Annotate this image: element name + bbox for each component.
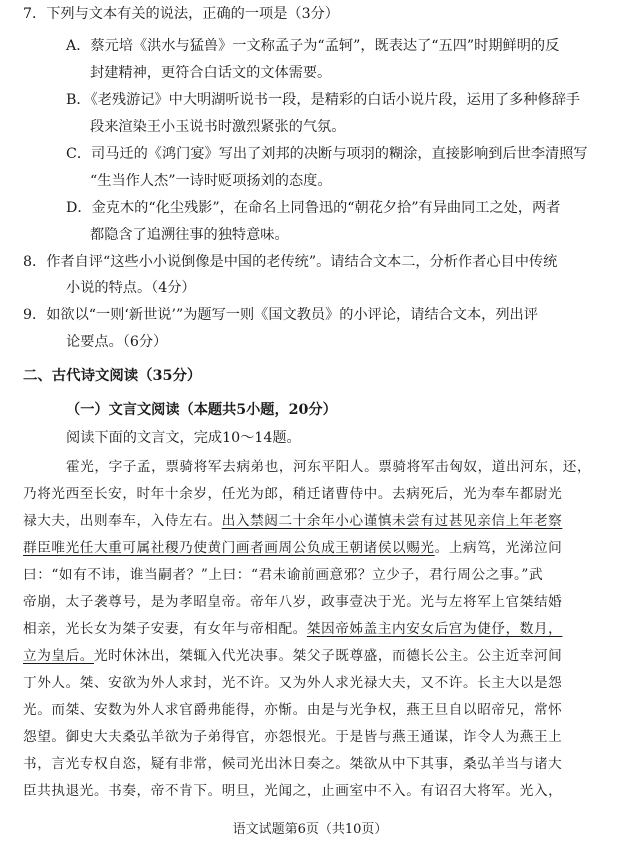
passage-line-8	[23, 646, 562, 666]
passage-line-8-plain: 光时休沐出，桀辄入代光决事。桀父子既尊盛，而德长公主。公主近幸河间	[93, 648, 563, 664]
q7-option-d-line1: D．金克木的“化尘残影”，在命名上同鲁迅的“朝花夕拾”有异曲同工之处，两者	[66, 200, 561, 216]
passage-line-9: 丁外人。桀、安欲为外人求封，光不许。又为外人求光禄大夫，又不许。长主大以是怨	[23, 675, 563, 691]
q9-line1: 9．如欲以“一则‘新世说’”为题写一则《国文教员》的小评论，请结合文本，列出评	[23, 307, 538, 323]
q7-option-d-line2: 都隐含了追溯往事的独特意味。	[90, 227, 289, 243]
passage-line-4	[23, 538, 562, 558]
subsection-1-title: （一）文言文阅读（本题共5小题，20分）	[66, 402, 337, 418]
passage-line-5: 曰：“如有不讳，谁当嗣者？”上曰：“君未谕前画意邪？立少子，君行周公之事。”武	[23, 567, 544, 583]
underlined-sentence-2b: 立为皇后。	[23, 648, 94, 664]
passage-line-1: 霍光，字子孟，票骑将军去病弟也，河东平阳人。票骑将军击匈奴，道出河东，还，	[66, 459, 592, 475]
q7-option-c-line2: “生当作人杰”一诗时贬项扬刘的态度。	[90, 173, 332, 189]
passage-line-4-plain: 。上病笃，光涕泣问	[434, 540, 563, 556]
q7-option-b-line2: 段来渲染王小玉说书时激烈紧张的气氛。	[90, 119, 346, 135]
passage-line-11: 怨望。御史大夫桑弘羊欲为子弟得官，亦怨恨光。于是皆与燕王通谋，诈令人为燕王上	[23, 729, 563, 745]
passage-line-3	[23, 511, 562, 531]
q7-option-a-line2: 封建精神，更符合白话文的文体需要。	[90, 65, 332, 81]
q7-option-c-line1: C．司马迁的《鸿门宴》写出了刘邦的决断与项羽的糊涂，直接影响到后世李清照写	[66, 146, 588, 162]
underlined-sentence-1b: 群臣唯光任大重可属社稷乃使黄门画者画周公负成王朝诸侯以赐光	[23, 540, 435, 556]
q8-line2: 小说的特点。（4分）	[66, 280, 196, 296]
passage-line-3-plain: 禄大夫，出则奉车，入侍左右。	[23, 513, 222, 529]
q7-stem: 7．下列与文本有关的说法，正确的一项是（3分）	[23, 6, 339, 22]
underlined-sentence-2a: 桀因帝姊盖主内安女后宫为倢伃，数月，	[306, 621, 563, 637]
passage-line-2: 乃将光西至长安，时年十余岁，任光为郎，稍迁诸曹侍中。去病死后，光为奉车都尉光	[23, 486, 563, 502]
passage-line-10: 光。而桀、安数为外人求官爵弗能得，亦惭。由是与光争权，燕王旦自以昭帝兄，常怀	[23, 702, 563, 718]
passage-line-7-plain: 相亲，光长女为桀子安妻，有女年与帝相配。	[23, 621, 307, 637]
q7-option-b-line1: B．《老残游记》中大明湖听说书一段，是精彩的白话小说片段，运用了多种修辞手	[66, 92, 581, 108]
passage-line-6: 帝崩，太子袭尊号，是为孝昭皇帝。帝年八岁，政事壹决于光。光与左将军上官桀结婚	[23, 594, 563, 610]
instruction-text: 阅读下面的文言文，完成10～14题。	[66, 430, 301, 446]
passage-line-7	[23, 619, 562, 639]
passage-line-13: 臣共执退光。书奏，帝不肯下。明旦，光闻之，止画室中不入。有诏召大将军。光入，	[23, 783, 563, 799]
passage-line-12: 书，言光专权自恣，疑有非常，候司光出沐日奏之。桀欲从中下其事，桑弘羊当与诸大	[23, 756, 563, 772]
q7-option-a-line1: A．蔡元培《洪水与猛兽》一文称孟子为“孟轲”，既表达了“五四”时期鲜明的反	[66, 38, 560, 54]
underlined-sentence-1a: 出入禁闼二十余年小心谨慎未尝有过甚见亲信上年老察	[221, 513, 563, 529]
q8-line1: 8．作者自评“这些小小说倒像是中国的老传统”。请结合文本二，分析作者心目中传统	[23, 254, 558, 270]
section-2-title: 二、古代诗文阅读（35分）	[23, 367, 202, 384]
page-footer: 语文试题第6页（共10页）	[232, 822, 388, 837]
q9-line2: 论要点。（6分）	[66, 334, 168, 350]
